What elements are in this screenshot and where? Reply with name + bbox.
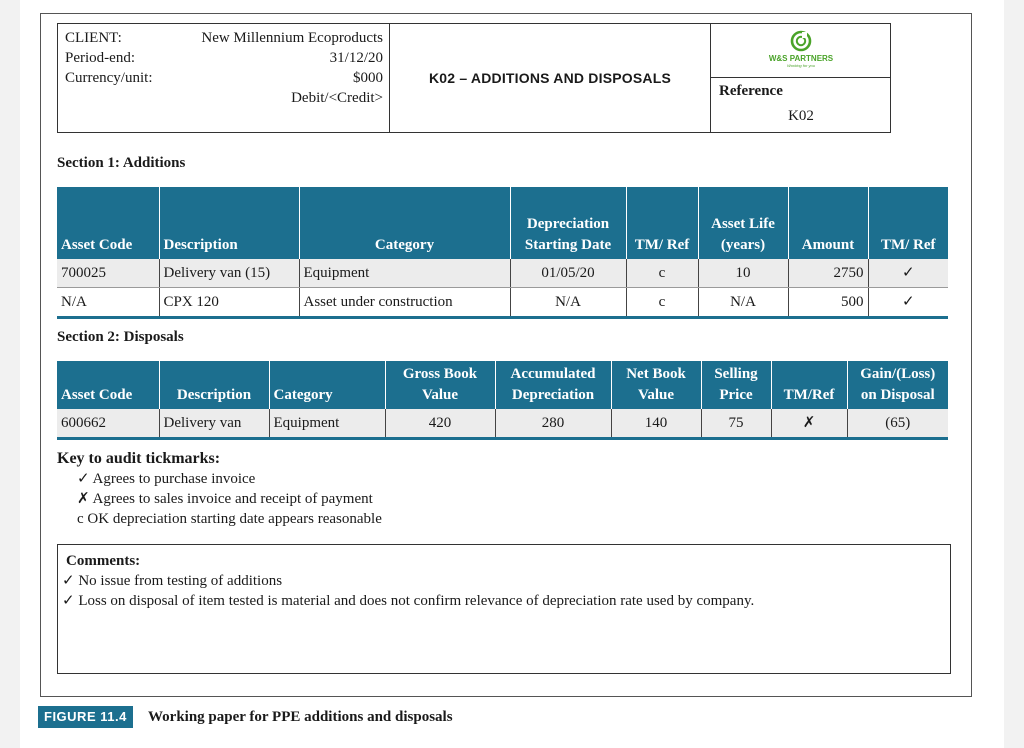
- col-selling-price: Selling Price: [701, 361, 771, 409]
- key-item: ✗ Agrees to sales invoice and receipt of payment: [77, 491, 373, 507]
- firm-logo-tagline: Working for you: [786, 63, 815, 68]
- key-item: c OK depreciation starting date appears reasonable: [77, 511, 382, 527]
- disposals-header-row: [57, 361, 948, 409]
- cell-tickmark: c: [626, 288, 698, 318]
- cell-asset-code: N/A: [57, 288, 159, 318]
- cell-amount: 500: [788, 288, 868, 318]
- client-info: [58, 24, 390, 132]
- client-label: CLIENT:: [65, 30, 122, 46]
- col-tm-ref: TM/ Ref: [626, 187, 698, 259]
- col-category: Category: [269, 361, 385, 409]
- table-row: [57, 259, 948, 288]
- debit-credit-row: [65, 88, 383, 108]
- currency-value: $000: [353, 70, 383, 86]
- figure-label: FIGURE 11.4: [38, 706, 133, 728]
- cell-description: CPX 120: [159, 288, 299, 318]
- col-gross-book-value: Gross Book Value: [385, 361, 495, 409]
- col-tm-ref-2: TM/ Ref: [868, 187, 948, 259]
- reference-label: Reference: [719, 83, 783, 99]
- cell-tickmark: ✓: [868, 288, 948, 318]
- col-net-book-value: Net Book Value: [611, 361, 701, 409]
- col-amount: Amount: [788, 187, 868, 259]
- disposals-table: [57, 361, 948, 440]
- section2-title: Section 2: Disposals: [57, 329, 184, 345]
- cell-asset-code: 700025: [57, 259, 159, 288]
- period-label: Period-end:: [65, 50, 135, 66]
- col-depreciation-start: Depreciation Starting Date: [510, 187, 626, 259]
- additions-table: [57, 187, 948, 319]
- cell-asset-life: N/A: [698, 288, 788, 318]
- currency-label: Currency/unit:: [65, 70, 153, 86]
- comment-item: ✓ No issue from testing of additions: [62, 573, 283, 589]
- document-page: [20, 0, 1004, 748]
- cell-accumulated-depreciation: 280: [495, 409, 611, 439]
- col-description: Description: [159, 361, 269, 409]
- cell-tickmark: ✗: [771, 409, 847, 439]
- cell-tickmark: ✓: [868, 259, 948, 288]
- cell-description: Delivery van: [159, 409, 269, 439]
- working-paper-title: K02 – ADDITIONS AND DISPOSALS: [428, 70, 672, 86]
- col-description: Description: [159, 187, 299, 259]
- cell-tickmark: c: [626, 259, 698, 288]
- working-paper-header: [57, 23, 891, 133]
- cell-category: Equipment: [299, 259, 510, 288]
- cell-category: Asset under construction: [299, 288, 510, 318]
- firm-logo: [711, 24, 891, 78]
- cell-depreciation-start: N/A: [510, 288, 626, 318]
- col-tm-ref: TM/Ref: [771, 361, 847, 409]
- comments-box: [57, 544, 951, 674]
- additions-header-row: [57, 187, 948, 259]
- cell-asset-code: 600662: [57, 409, 159, 439]
- col-category: Category: [299, 187, 510, 259]
- table-row: [57, 409, 948, 439]
- period-value: 31/12/20: [329, 50, 383, 66]
- key-title: Key to audit tickmarks:: [57, 450, 221, 467]
- reference-value: K02: [788, 108, 814, 124]
- cell-selling-price: 75: [701, 409, 771, 439]
- table-row: [57, 288, 948, 318]
- debit-credit-note: Debit/<Credit>: [291, 90, 383, 106]
- reference-box: [710, 24, 891, 132]
- col-asset-code: Asset Code: [57, 187, 159, 259]
- cell-description: Delivery van (15): [159, 259, 299, 288]
- firm-logo-name: W&S PARTNERS: [768, 54, 834, 63]
- figure-caption-text: Working paper for PPE additions and disposals: [148, 709, 453, 725]
- cell-gain-loss: (65): [847, 409, 948, 439]
- client-row: [65, 28, 383, 48]
- cell-asset-life: 10: [698, 259, 788, 288]
- period-row: [65, 48, 383, 68]
- cell-amount: 2750: [788, 259, 868, 288]
- col-asset-code: Asset Code: [57, 361, 159, 409]
- cell-net-book-value: 140: [611, 409, 701, 439]
- firm-logo-icon: [790, 30, 812, 52]
- currency-row: [65, 68, 383, 88]
- section1-title: Section 1: Additions: [57, 155, 186, 171]
- client-value: New Millennium Ecoproducts: [201, 30, 383, 46]
- comment-item: ✓ Loss on disposal of item tested is material and does not confirm relevance of depreciation rate used by company.: [62, 593, 755, 609]
- key-item: ✓ Agrees to purchase invoice: [77, 471, 256, 487]
- comments-title: Comments:: [66, 553, 141, 569]
- tickmark-key: [57, 449, 382, 529]
- col-gain-loss: Gain/(Loss) on Disposal: [847, 361, 948, 409]
- col-accumulated-depreciation: Accumulated Depreciation: [495, 361, 611, 409]
- col-asset-life: Asset Life (years): [698, 187, 788, 259]
- cell-depreciation-start: 01/05/20: [510, 259, 626, 288]
- cell-gross-book-value: 420: [385, 409, 495, 439]
- cell-category: Equipment: [269, 409, 385, 439]
